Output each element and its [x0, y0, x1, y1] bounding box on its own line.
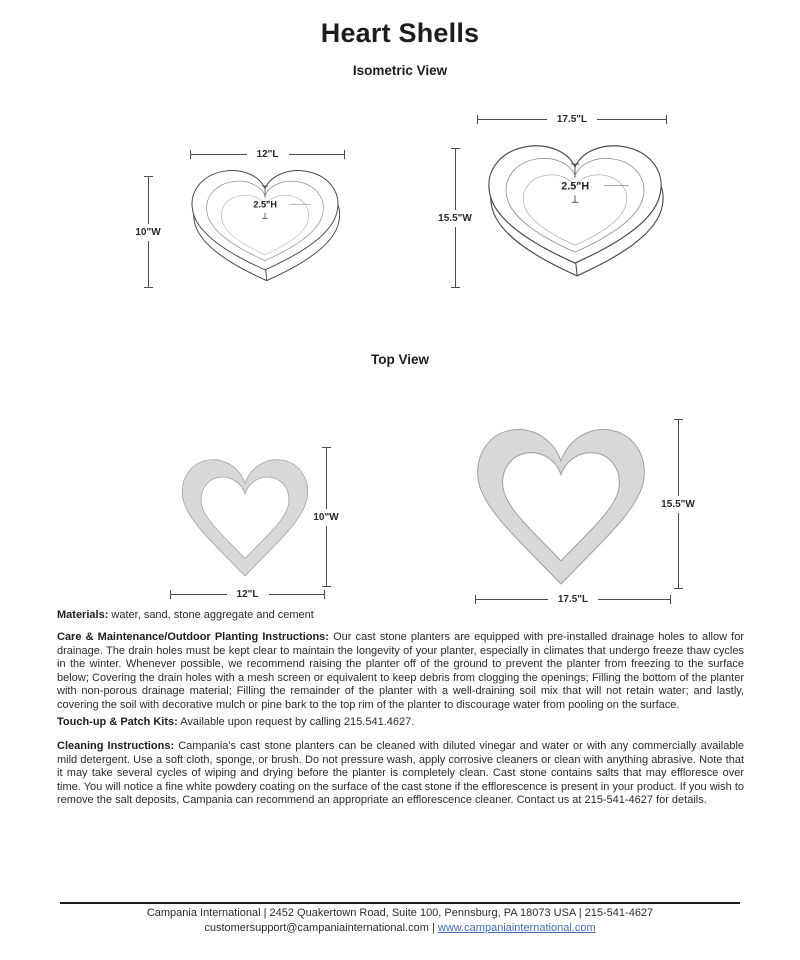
dimension-length-top-small: [170, 587, 325, 601]
dimension-line: [148, 241, 149, 288]
footer-email: customersupport@campaniainternational.com: [204, 922, 429, 934]
heart-ring-shape: [478, 429, 645, 584]
footer-separator: |: [428, 922, 438, 934]
dimension-width-top-large: [656, 419, 700, 589]
heart-ring-shape: [182, 460, 307, 576]
dimension-width-iso-small: [126, 176, 170, 288]
dimension-label: 10"W: [135, 224, 160, 241]
dimension-length-top-large: [475, 592, 671, 606]
care-maintenance-label: Care & Maintenance/Outdoor Planting Instructions:: [57, 631, 329, 643]
dimension-line: [478, 119, 547, 120]
materials-text: water, sand, stone aggregate and cement: [108, 609, 314, 621]
dimension-label: 15.5"W: [661, 496, 695, 513]
dimension-tick: [144, 287, 153, 288]
cleaning-section: [57, 740, 744, 808]
top-view-heart-large-drawing: [468, 415, 654, 595]
dimension-label: 17.5"L: [557, 593, 589, 605]
dimension-line: [269, 594, 325, 595]
dimension-label: 10"W: [313, 509, 338, 526]
dimension-label: 12"L: [236, 588, 259, 600]
cleaning-text: Campania's cast stone planters can be cleaned with diluted vinegar and water or with any commercially available mild detergent. Use a soft cloth, sponge, or brush. Do not pressure wash, apply corrosive cleaners or clean with anything abrasive. Note that it may take several cycles of wiping and drying before the planter is completely clean. Cast stone contains salts that may effloresce over time. You will notice a fine white powdery coating on the surface of the cast stone if the efflorescence is present in your product. If you wish to remove the salt deposits, Campania can recommend an appropriate an efflorescence cleaner. Contact us at 215-541-4627 for details.: [57, 740, 745, 807]
dimension-label: 12"L: [256, 148, 279, 160]
dimension-line: [476, 599, 548, 600]
top-view-heading: Top View: [370, 352, 429, 367]
dimension-line: [597, 119, 666, 120]
dimension-length-iso-large: [477, 112, 667, 126]
isometric-heart-small-drawing: [182, 161, 348, 299]
dimension-label: 15.5"W: [438, 210, 472, 227]
dimension-tick: [674, 588, 683, 589]
dimension-tick: [666, 115, 667, 124]
dimension-tick: [670, 595, 671, 604]
dimension-line: [678, 513, 679, 589]
dimension-tick: [451, 287, 460, 288]
dimension-line: [455, 149, 456, 210]
care-maintenance-section: [57, 631, 744, 713]
dimension-line: [678, 420, 679, 496]
footer-contact-line: Campania International | 2452 Quakertown Road, Suite 100, Pennsburg, PA 18073 USA | 215-541-4627: [146, 907, 654, 919]
materials-label: Materials:: [57, 609, 109, 621]
dimension-length-iso-small: [190, 147, 345, 161]
cleaning-label: Cleaning Instructions:: [57, 740, 175, 752]
dimension-line: [191, 154, 247, 155]
footer-website-link[interactable]: www.campaniainternational.com: [437, 922, 596, 934]
dimension-label-height: 2.5"H: [561, 180, 590, 193]
dimension-line: [455, 227, 456, 288]
dimension-tick: [324, 590, 325, 599]
dimension-line: [171, 594, 227, 595]
dimension-tick: [344, 150, 345, 159]
dimension-line: [326, 448, 327, 509]
dimension-line: [326, 526, 327, 587]
dimension-width-iso-large: [433, 148, 477, 288]
materials-section: [57, 609, 744, 623]
dimension-width-top-small: [304, 447, 348, 587]
isometric-heart-large-drawing: [477, 128, 673, 304]
dimension-label-height: 2.5"H: [253, 199, 277, 210]
touchup-text: Available upon request by calling 215.541.4627.: [177, 716, 415, 728]
care-maintenance-text: Our cast stone planters are equipped with pre-installed drainage holes to allow for drainage. The drain holes must be kept clear to maintain the longevity of your planter, especially in climates that undergo freeze thaw cycles in the winter. Whenever possible, we recommend raising the planter off of the ground to prevent the planter from freezing to the surface below; Covering the drain holes with a mesh screen or equivalent to keep debris from clogging the openings; Filling the bottom of the planter with non-porous drainage material; Filling the remainder of the planter with a well-draining soil mix that will not retain water; and lastly, covering the soil with decorative mulch or pine bark to the top rim of the planter to discourage water from pooling on the surface.: [57, 631, 744, 711]
dimension-line: [289, 154, 345, 155]
touchup-label: Touch-up & Patch Kits:: [57, 716, 178, 728]
dimension-label: 17.5"L: [556, 113, 588, 125]
footer-divider: [60, 902, 740, 904]
dimension-line: [598, 599, 670, 600]
top-view-heart-small-drawing: [175, 444, 315, 589]
footer-links-line: [0, 922, 800, 934]
page-title: Heart Shells: [320, 18, 480, 48]
isometric-view-heading: Isometric View: [352, 63, 448, 78]
dimension-line: [148, 177, 149, 224]
touchup-section: [57, 716, 744, 730]
